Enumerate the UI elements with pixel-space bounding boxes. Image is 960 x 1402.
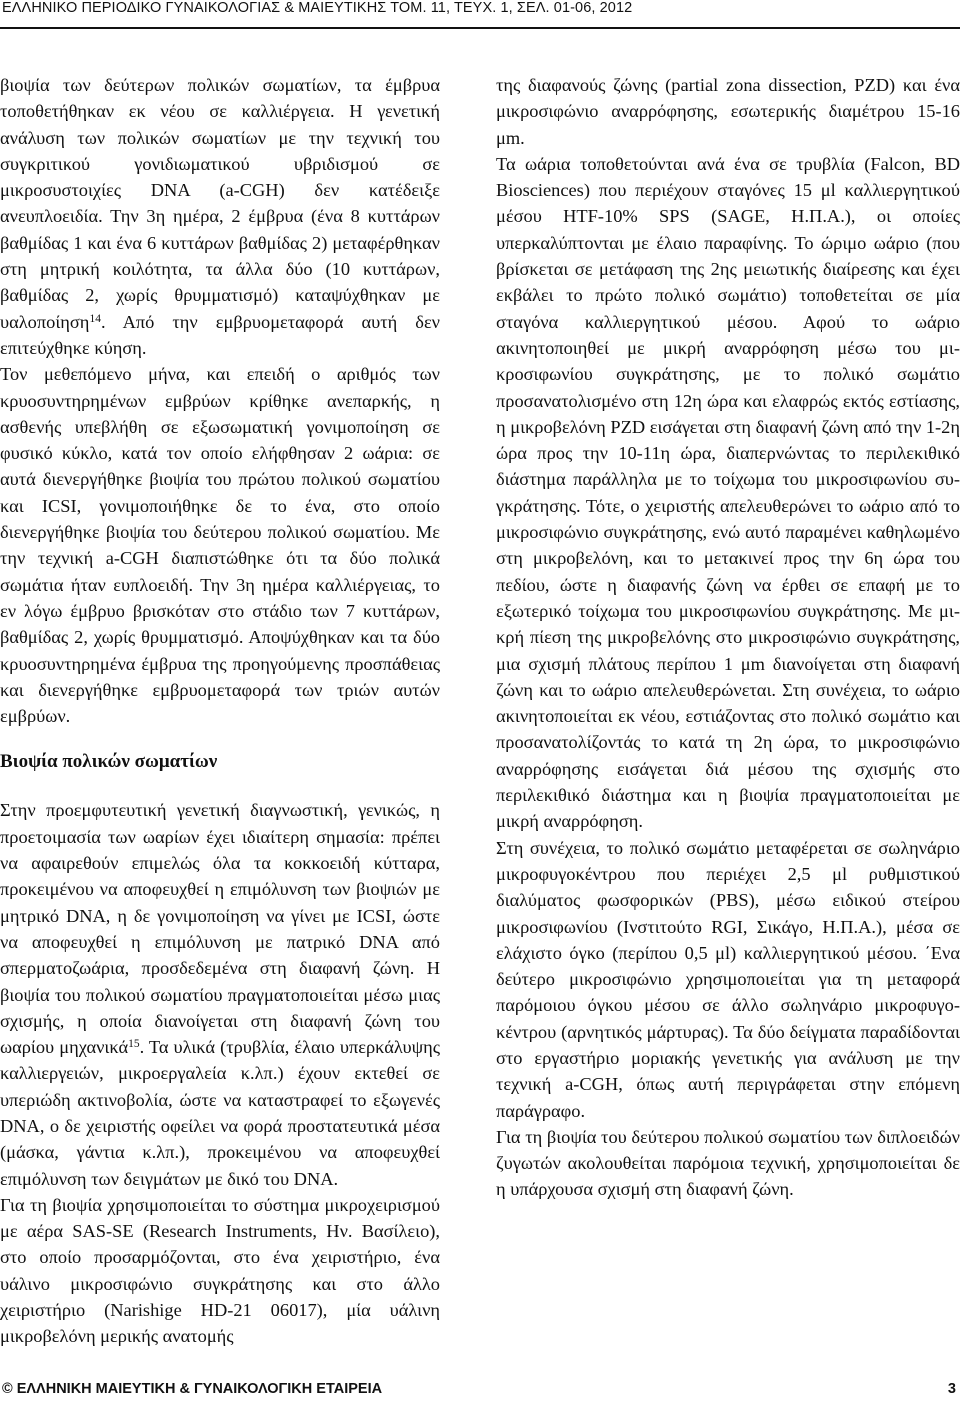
paragraph-text: βιοψία των δεύτερων πολικών σωματίων, τα έμβρυα τοποθετήθηκαν εκ νέου σε καλλιέργεια. Η γενετική ανάλυση των πολικών σωματίων με την τεχνική του συγκριτικού γονιδιωματικού υβριδισμού σε μικροσυστοιχίες DNA (a-CGH) δεν κατέδειξε ανευπλοειδία. Την 3η ημέρα, 2 έμβρυα (ένα 8 κυττάρων βαθμίδας 1 και ένα 6 κυττάρων βαθμίδας 2) μεταφέρθηκαν στη μητρική κοιλότητα, τα άλλα δύο (10 κυττάρων, βαθμίδας 2, χωρίς θρυμματισμό) καταψύχθηκαν με υαλοποίηση: [0, 75, 440, 332]
reference-superscript: 14: [89, 312, 101, 325]
paragraph-text: . Τα υλικά (τρυβλία, έλαιο υπερκάλυψης καλλιεργειών, μικροεργαλεία κ.λπ.) έχουν εκτεθεί σε υπεριώδη ακτινοβολία, ώστε να καταστραφεί το εξωγενές DNA, ο δε χειριστής οφείλει να φορά προστατευτικά μέσα (μάσκα, γάντια κ.λπ.), προκειμένου να αποφευχθεί επιμόλυνση των δειγμάτων με δικό του DNA.: [0, 1037, 440, 1189]
society-copyright: © ΕΛΛΗΝΙΚΗ ΜΑΙΕΥΤΙΚΗ & ΓΥΝΑΙΚΟΛΟΓΙΚΗ ΕΤΑΙΡΕΙΑ: [2, 1381, 383, 1397]
reference-superscript: 15: [128, 1038, 140, 1051]
paragraph: της διαφανούς ζώνης (partial zona dissection, PZD) και ένα μικροσιφώνιο αναρρόφησης, εσωτερικής διαμέτρου 15-16 μm.: [496, 75, 960, 148]
paragraph: Τα ωάρια τοποθετούνται ανά ένα σε τρυβλία (Falcon, BD Biosciences) που περιέχουν σταγόνες 15 μl καλλιεργητικού μέσου HTF-10% SPS (SAGE, Η.Π.Α.), οι οποίες υπερκαλύπτονται με έλαιο παραφίνης. Το ώριμο ωάριο (που βρίσκεται σε μετάφαση της 2ης μειωτικής διαίρεσης και έχει εκβάλει το πρώτο πολικό σωμάτιο) τοποθετείται σε μία σταγόνα καλλιεργητικού μέσου. Αφού το ωάριο ακινητοποιηθεί με μικρή αναρρόφηση μέσω του μικροσιφωνίου συγκράτησης, με το πολικό σωμάτιο προσανατολισμένο στη 12η ώρα και ελαφρώς εκτός εστίασης, η μικροβελόνη PZD εισάγεται στη διαφανή ζώνη από την 1-2η ώρα προς την 10-11η ώρα, διαπερνώντας το περιλεκιθικό διάστημα παράλληλα με το τοίχωμα του μικροσιφωνίου συγκράτησης. Τότε, ο χειριστής απελευθερώνει το ωάριο από το μικροσιφώνιο συγκράτησης, ενώ αυτό παραμένει καθηλωμένο στη μικροβελόνη, και το μετακινεί προς την 6η ώρα του πεδίου, ώστε η διαφανής ζώνη να έρθει σε επαφή με το εξωτερικό τοίχωμα του μικροσιφωνίου συγκράτησης. Με μικρή πίεση της μικροβελόνης στο μικροσιφώνιο συγκράτησης, μια σχισμή πλάτους περίπου 1 μm διανοίγεται στη διαφανή ζώνη και το ωάριο απελευθερώνεται. Στη συνέχεια, το ωάριο ακινητοποιείται εκ νέου, εστιάζοντας στο πολικό σωμάτιο και προσανατολίζοντάς το κατά τη 2η ώρα, το μικροσιφώνιο αναρρόφησης εισάγεται διά μέσου της σχισμής στο περιλεκιθικό διάστημα και η βιοψία πραγματοποιείται με μικρή αναρρόφηση.: [496, 153, 960, 832]
paragraph: Στη συνέχεια, το πολικό σωμάτιο μεταφέρεται σε σωληνάριο μικροφυγοκέντρου που περιέχει 2,5 μl ρυθμιστικού διαλύματος φωσφορικών (PBS), μέσω ειδικού στείρου μικροσιφωνίου (Ινστιτούτο RGI, Σικάγο, Η.Π.Α.), μέσα σε ελάχιστο όγκο (περίπου 0,5 μl) καλλιεργητικού μέσου. ΄Ενα δεύτερο μικροσιφώνιο χρησιμοποιείται για τη μεταφορά παρόμοιου όγκου μέσου σε άλλο σωληνάριο μικροφυγοκέντρου (αρνητικός μάρτυρας). Τα δύο δείγματα παραδίδονται στο εργαστήριο μοριακής γενετικής για ανάλυση με την τεχνική a-CGH, όπως αυτή περιγράφεται στην επόμενη παράγραφο.: [496, 837, 960, 1121]
paragraph: Τον μεθεπόμενο μήνα, και επειδή ο αριθμός των κρυοσυντηρημένων εμβρύων κρίθηκε ανεπαρκής, η ασθενής υπεβλήθη σε εξωσωματική γονιμοποίηση σε φυσικό κύκλο, κατά τον οποίο ελήφθησαν 2 ωάρια: σε αυτά διενεργήθηκε βιοψία του πρώτου πολικού σωματίου και ICSI, γονιμοποιήθηκε δε το ένα, στο οποίο διενεργήθηκε βιοψία του δεύτερου πολικού σωματίου. Με την τεχνική a-CGH διαπιστώθηκε ότι τα δύο πολικά σωμάτια ήταν ευπλοειδή. Την 3η ημέρα καλλιέργειας, το εν λόγω έμβρυο βρισκόταν στο στάδιο των 7 κυττάρων, βαθμίδας 2, χωρίς θρυμματισμό. Αποψύχθηκαν και τα δύο κρυοσυντηρημένα έμβρυα της προηγούμενης προσπάθειας και διενεργήθηκε εμβρυομεταφορά των τριών αυτών εμβρύων.: [0, 364, 440, 727]
paragraph: Για τη βιοψία του δεύτερου πολικού σωματίου των διπλοειδών ζυγωτών ακολουθείται παρόμοια τεχνική, χρησιμοποιείται δε η υπάρχουσα σχισμή στη διαφανή ζώνη.: [496, 1126, 960, 1200]
section-heading: Βιοψία πολικών σωματίων: [0, 751, 218, 773]
page-number: 3: [947, 1381, 956, 1397]
right-column: [496, 72, 960, 1203]
paragraph: [0, 797, 440, 1191]
journal-citation: ΕΛΛΗΝΙΚΟ ΠΕΡΙΟΔΙΚΟ ΓΥΝΑΙΚΟΛΟΓΙΑΣ & ΜΑΙΕΥΤΙΚΗΣ ΤΟΜ. 11, ΤΕΥΧ. 1, ΣΕΛ. 01-06, 2012: [2, 0, 633, 16]
header-divider: [0, 27, 960, 29]
paragraph: Για τη βιοψία χρησιμοποιείται το σύστημα μικροχειρισμού με αέρα SAS-SE (Research Instruments, Ην. Βασίλειο), στο οποίο προσαρμόζονται, στο ένα χειριστήριο, ένα υάλινο μικροσιφώνιο συγκράτησης και στο άλλο χειριστήριο (Narishige HD-21 06017), μία υάλινη μικροβελόνη μερικής ανατομής: [0, 1194, 440, 1347]
paragraph-text: Στην προεμφυτευτική γενετική διαγνωστική, γενικώς, η προετοιμασία των ωαρίων έχει ιδιαίτερη σημασία: πρέπει να αφαιρεθούν επιμελώς όλα τα κοκκοειδή κύτταρα, προκειμένου να αποφευχθεί η επιμόλυνση των βιοψιών με μητρικό DNA, η δε γονιμοποίηση να γίνει με ICSI, ώστε να αποφευχθεί η επιμόλυνση με πατρικό DNA από σπερματοζωάρια, προσδεδεμένα στη διαφανή ζώνη. Η βιοψία του πολικού σωματίου πραγματοποιείται μέσω μιας σχισμής, η οποία διανοίγεται στη διαφανή ζώνη του ωαρίου μηχανικά: [0, 800, 440, 1058]
paragraph-text: . Από την εμβρυομεταφορά αυτή δεν επιτεύχθηκε κύηση.: [0, 311, 440, 358]
paragraph: [0, 72, 440, 361]
left-column: [0, 72, 440, 1350]
